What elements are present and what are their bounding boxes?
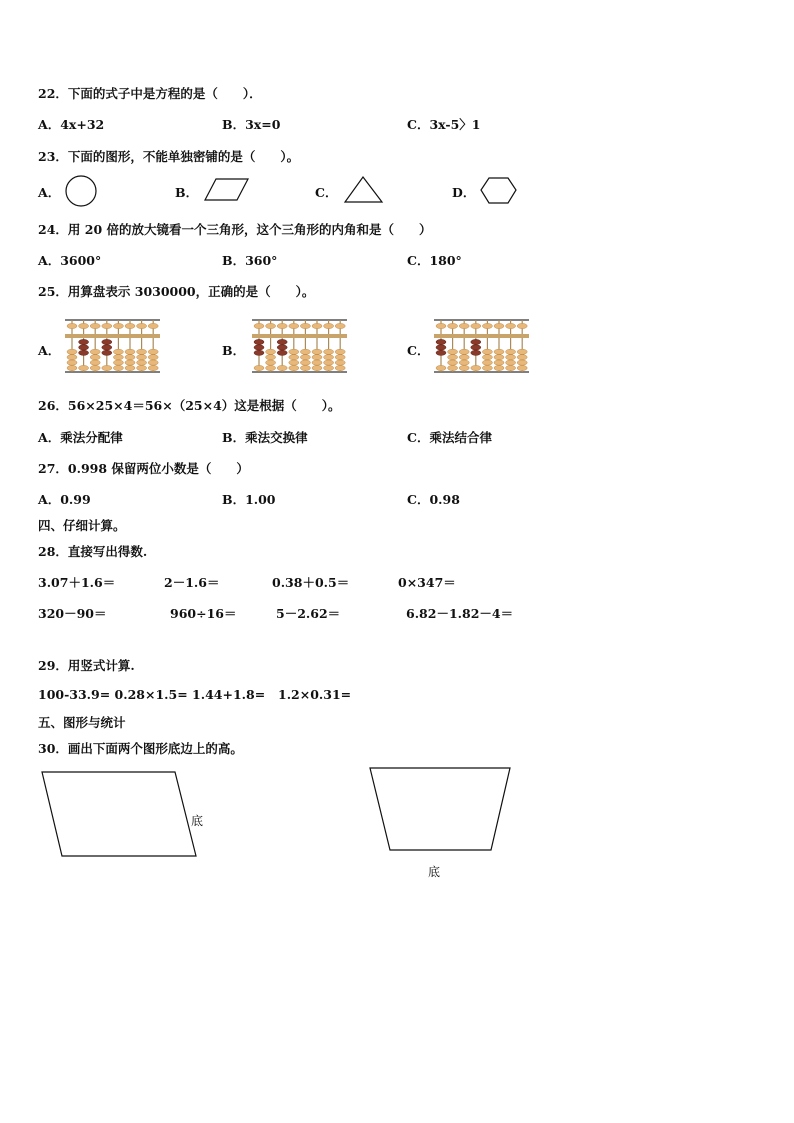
calc-item: 2－1.6＝ <box>164 575 220 590</box>
q27-option-c[interactable]: C．0.98 <box>407 492 460 507</box>
question-30: 30．画出下面两个图形底边上的高。 <box>38 741 243 756</box>
section-heading-4: 四、仔细计算。 <box>38 518 126 533</box>
q23-option-a[interactable]: A． <box>38 185 61 200</box>
abacus-icon <box>433 316 531 376</box>
circle-icon <box>64 174 98 208</box>
q22-option-c[interactable]: C．3x-5〉1 <box>407 117 481 132</box>
vertical-calc-item: 1.2×0.31= <box>278 687 352 702</box>
parallelogram-icon <box>204 178 250 202</box>
q24-option-b[interactable]: B．360° <box>222 253 278 268</box>
question-26: 26．56×25×4＝56×（25×4）这是根据（ ）。 <box>38 398 341 413</box>
calc-item: 0.38＋0.5＝ <box>272 575 350 590</box>
q24-option-c[interactable]: C．180° <box>407 253 462 268</box>
base-label-trapezoid: 底 <box>428 865 441 879</box>
q22-option-a[interactable]: A．4x+32 <box>38 117 105 132</box>
calc-item: 0×347＝ <box>398 575 456 590</box>
calc-item: 960÷16＝ <box>170 606 237 621</box>
calc-item: 5－2.62＝ <box>276 606 341 621</box>
section-heading-5: 五、图形与统计 <box>38 715 126 730</box>
question-28: 28．直接写出得数. <box>38 544 148 559</box>
question-29: 29．用竖式计算. <box>38 658 135 673</box>
trapezoid-figure <box>368 766 514 852</box>
q23-option-d[interactable]: D． <box>452 185 476 200</box>
question-23: 23．下面的图形，不能单独密铺的是（ ）。 <box>38 149 300 164</box>
q26-option-a[interactable]: A．乘法分配律 <box>38 430 123 445</box>
q22-option-b[interactable]: B．3x=0 <box>222 117 281 132</box>
calc-item: 6.82－1.82－4＝ <box>406 606 514 621</box>
vertical-calc-items: 100-33.9= 0.28×1.5= 1.44+1.8= <box>38 687 266 702</box>
question-22: 22．下面的式子中是方程的是（ ）． <box>38 86 262 101</box>
q23-option-c[interactable]: C． <box>315 185 338 200</box>
calc-item: 3.07＋1.6＝ <box>38 575 116 590</box>
q26-option-b[interactable]: B．乘法交换律 <box>222 430 308 445</box>
calc-item: 320－90＝ <box>38 606 107 621</box>
question-25: 25．用算盘表示 3030000，正确的是（ ）。 <box>38 284 315 299</box>
q24-option-a[interactable]: A．3600° <box>38 253 102 268</box>
base-label-parallelogram: 底 <box>191 814 204 828</box>
q26-option-c[interactable]: C．乘法结合律 <box>407 430 492 445</box>
hexagon-icon <box>480 177 518 205</box>
q25-option-a[interactable]: A． <box>38 343 61 358</box>
abacus-icon <box>251 316 349 376</box>
q23-option-b[interactable]: B． <box>175 185 199 200</box>
q27-option-b[interactable]: B．1.00 <box>222 492 276 507</box>
q27-option-a[interactable]: A．0.99 <box>38 492 91 507</box>
parallelogram-figure <box>40 770 200 860</box>
q25-option-c[interactable]: C． <box>407 343 430 358</box>
question-27: 27．0.998 保留两位小数是（ ） <box>38 461 249 476</box>
question-24: 24．用 20 倍的放大镜看一个三角形，这个三角形的内角和是（ ） <box>38 222 432 237</box>
triangle-icon <box>344 176 384 204</box>
abacus-icon <box>64 316 162 376</box>
q25-option-b[interactable]: B． <box>222 343 246 358</box>
